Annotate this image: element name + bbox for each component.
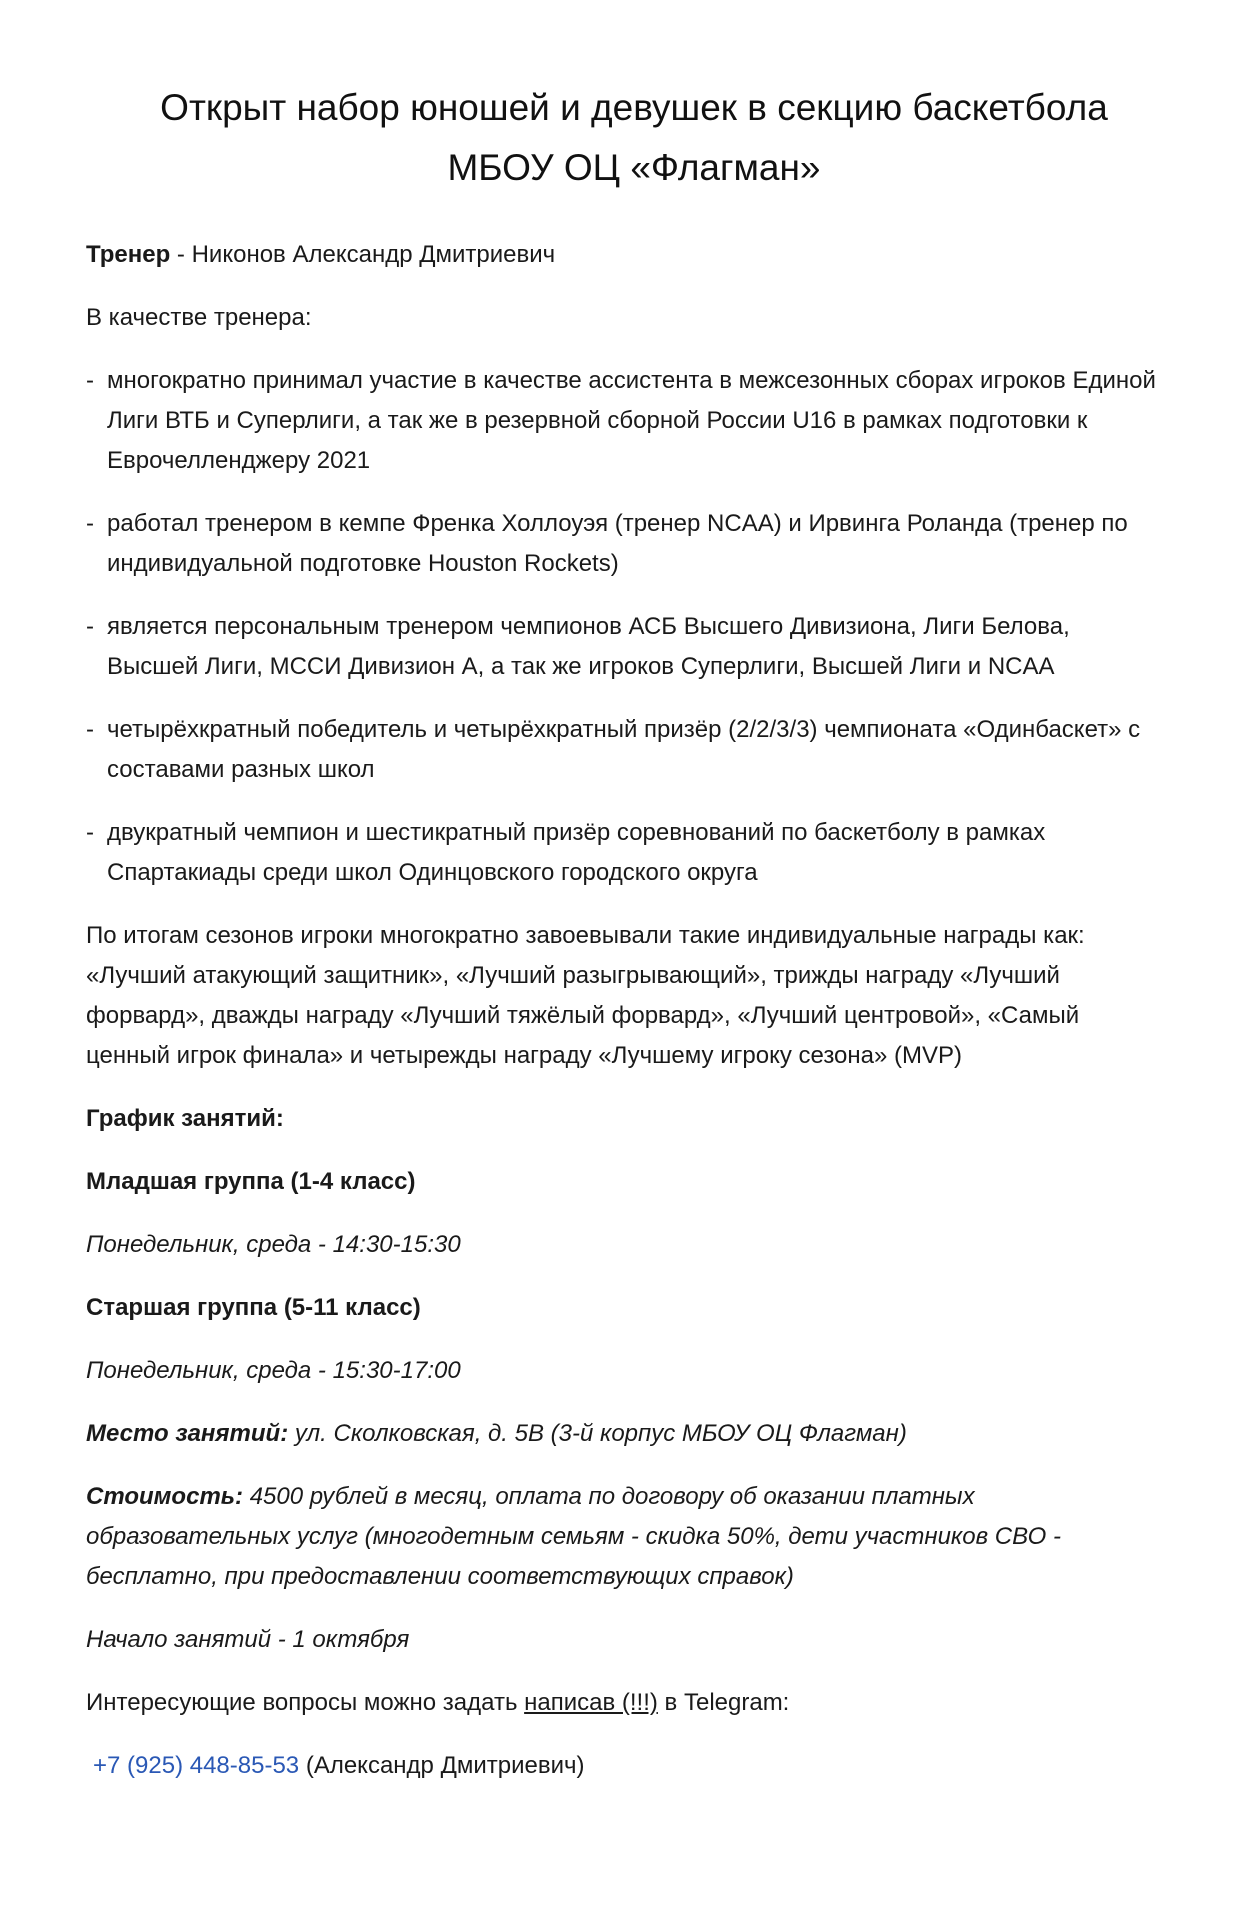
achievement-text: работал тренером в кемпе Френка Холлоуэя (тренер NCAA) и Ирвинга Роланда (тренер по индивидуальной подготовке Houston Rockets): [107, 510, 1128, 577]
achievement-item: [86, 504, 1162, 584]
title-line-2: МБОУ ОЦ «Флагман»: [447, 147, 821, 188]
achievement-item: [86, 361, 1162, 481]
cost-value: 4500 рублей в месяц, оплата по договору об оказании платных образовательных услуг (многодетным семьям - скидка 50%, дети участников СВО - бесплатно, при предоставлении соответствующих справок): [86, 1483, 1061, 1590]
cost-paragraph: [86, 1477, 1162, 1597]
senior-group-label: [86, 1288, 1162, 1328]
coach-separator: -: [170, 241, 192, 268]
as-coach-heading: В качестве тренера:: [86, 304, 312, 331]
achievements-list: [86, 361, 1162, 893]
start-date: Начало занятий - 1 октября: [86, 1626, 410, 1653]
awards-paragraph: По итогам сезонов игроки многократно завоевывали такие индивидуальные награды как: «Лучший атакующий защитник», «Лучший разыгрывающий», трижды награду «Лучший форвард», дважды награду «Лучший тяжёлый форвард», «Лучший центровой», «Самый ценный игрок финала» и четырежды награду «Лучшему игроку сезона» (MVP): [86, 922, 1085, 1069]
junior-group-time: Понедельник, среда - 14:30-15:30: [86, 1231, 461, 1258]
contact-prefix: Интересующие вопросы можно задать: [86, 1689, 525, 1716]
schedule-heading: [86, 1099, 1162, 1139]
junior-group-label-text: Младшая группа (1-4 класс): [86, 1168, 416, 1195]
list-dash: -: [86, 716, 94, 743]
achievement-text: является персональным тренером чемпионов АСБ Высшего Дивизиона, Лиги Белова, Высшей Лиги, МССИ Дивизион А, а так же игроков Суперлиги, Высшей Лиги и NCAA: [107, 613, 1070, 680]
list-dash: -: [86, 613, 94, 640]
coach-label: Тренер: [86, 241, 171, 268]
achievement-text: четырёхкратный победитель и четырёхкратный призёр (2/2/3/3) чемпионата «Одинбаскет» с составами разных школ: [107, 716, 1141, 783]
junior-group-label: [86, 1162, 1162, 1202]
phone-person: (Александр Дмитриевич): [299, 1752, 585, 1779]
cost-label: Стоимость:: [86, 1483, 244, 1510]
achievement-text: многократно принимал участие в качестве ассистента в межсезонных сборах игроков Единой Лиги ВТБ и Суперлиги, а так же в резервной сборной России U16 в рамках подготовки к Еврочелленджеру 2021: [107, 367, 1156, 474]
achievement-item: [86, 607, 1162, 687]
page-title: [86, 78, 1162, 198]
phone-link[interactable]: +7 (925) 448-85-53: [93, 1752, 300, 1779]
contact-underlined: написав (!!!): [524, 1689, 658, 1716]
achievement-text: двукратный чемпион и шестикратный призёр соревнований по баскетболу в рамках Спартакиады среди школ Одинцовского городского округа: [107, 819, 1046, 886]
location-value: ул. Сколковская, д. 5В (3-й корпус МБОУ ОЦ Флагман): [288, 1420, 907, 1447]
coach-name: Никонов Александр Дмитриевич: [191, 241, 556, 268]
location-label: Место занятий:: [86, 1420, 289, 1447]
senior-group-time: Понедельник, среда - 15:30-17:00: [86, 1357, 461, 1384]
list-dash: -: [86, 819, 94, 846]
list-dash: -: [86, 367, 94, 394]
title-line-1: Открыт набор юношей и девушек в секцию баскетбола: [160, 87, 1108, 128]
senior-group-label-text: Старшая группа (5-11 класс): [86, 1294, 421, 1321]
achievement-item: [86, 813, 1162, 893]
contact-suffix: в Telegram:: [657, 1689, 790, 1716]
list-dash: -: [86, 510, 94, 537]
coach-line: [86, 235, 1162, 275]
achievement-item: [86, 710, 1162, 790]
location-line: [86, 1414, 1162, 1454]
schedule-heading-text: График занятий:: [86, 1105, 284, 1132]
phone-line: [86, 1746, 1162, 1786]
contact-line: [86, 1683, 1162, 1723]
